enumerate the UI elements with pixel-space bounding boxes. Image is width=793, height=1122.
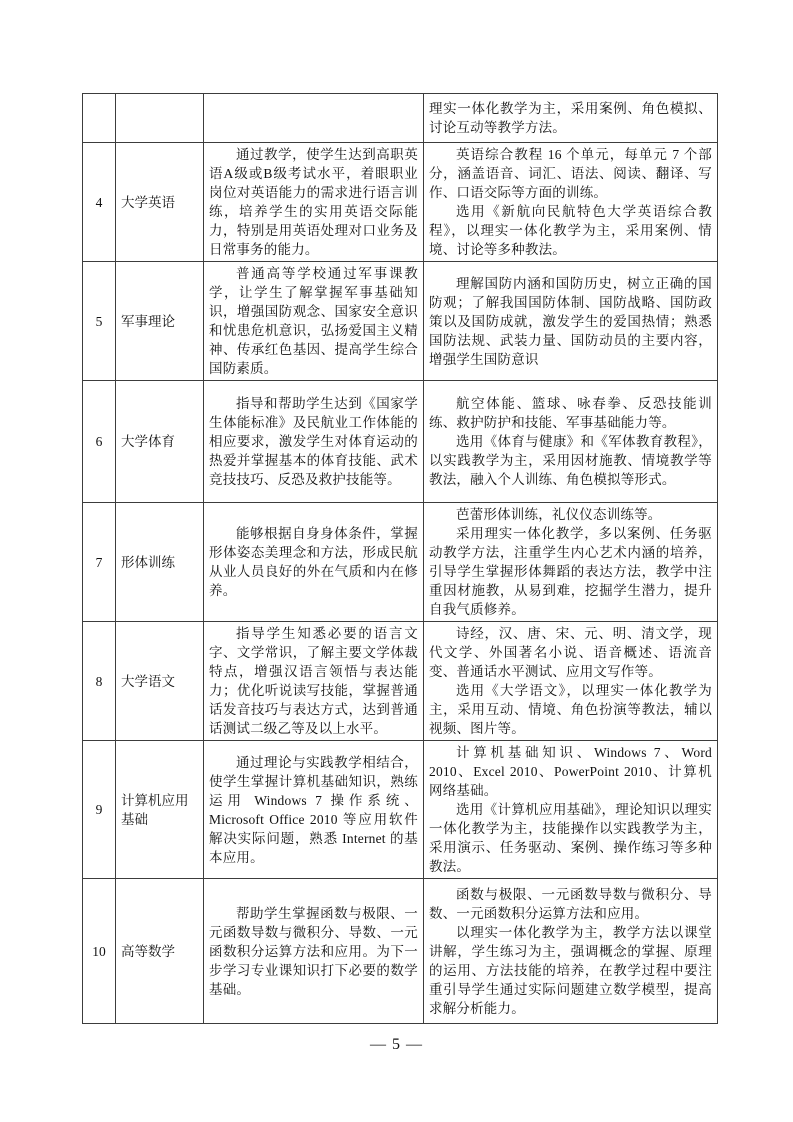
course-description-cell <box>204 741 424 879</box>
course-description-cell <box>204 622 424 741</box>
table-row <box>83 143 718 262</box>
course-content-cell <box>424 622 718 741</box>
course-table <box>82 93 718 1024</box>
course-number-cell <box>83 94 116 143</box>
course-number-cell: 9 <box>83 741 116 879</box>
course-number-cell: 10 <box>83 879 116 1024</box>
course-number-cell: 6 <box>83 381 116 503</box>
course-name-cell: 大学体育 <box>116 381 204 503</box>
course-content-paragraph: 选用《体育与健康》和《军体教育教程》，以实践教学为主，采用因材施教、情境教学等教法，融入个人训练、角色模拟等形式。 <box>429 434 712 487</box>
table-row <box>83 381 718 503</box>
course-content-paragraph: 以理实一体化教学为主，教学方法以课堂讲解，学生练习为主，强调概念的掌握、原理的运用、方法技能的培养，在教学过程中要注重引导学生通过实际问题建立数学模型，提高求解分析能力。 <box>429 924 712 1016</box>
course-content-paragraph: 诗经，汉、唐、宋、元、明、清文学，现代文学、外国著名小说、语音概述、语流音变、普通话水平测试、应用文写作等。 <box>429 626 712 679</box>
course-description-cell <box>204 94 424 143</box>
table-row <box>83 262 718 381</box>
course-content-paragraph: 函数与极限、一元函数导数与微积分、导数、一元函数积分运算方法和应用。 <box>429 886 712 921</box>
table-row <box>83 622 718 741</box>
course-content-cell <box>424 503 718 622</box>
course-content-paragraph: 选用《新航向民航特色大学英语综合教程》，以理实一体化教学为主，采用案例、情境、讨论等多种教法。 <box>429 204 712 257</box>
course-content-paragraph: 航空体能、篮球、咏春拳、反恐技能训练、救护防护和技能、军事基础能力等。 <box>429 396 712 430</box>
course-content-cell <box>424 879 718 1024</box>
course-content-paragraph: 采用理实一体化教学，多以案例、任务驱动教学方法，注重学生内心艺术内涵的培养，引导学生掌握形体舞蹈的表达方法，教学中注重因材施教，从易到难，挖掘学生潜力，提升自我气质修养。 <box>429 526 712 617</box>
course-description-cell <box>204 879 424 1024</box>
course-name-cell <box>116 94 204 143</box>
course-name-cell: 大学语文 <box>116 622 204 741</box>
course-content-paragraph: 芭蕾形体训练，礼仪仪态训练等。 <box>456 507 662 522</box>
course-name-cell: 形体训练 <box>116 503 204 622</box>
course-description-paragraph: 通过教学，使学生达到高职英语A级或B级考试水平，着眼职业岗位对英语能力的需求进行语言训练，培养学生的实用英语交际能力，特别是用英语处理对口业务及日常事务的能力。 <box>209 147 418 257</box>
table-row <box>83 741 718 879</box>
course-description-paragraph: 帮助学生掌握函数与极限、一元函数导数与微积分、导数、一元函数积分运算方法和应用。为下一步学习专业课知识打下必要的数学基础。 <box>209 905 418 997</box>
page-number: — 5 — <box>370 1036 423 1053</box>
table-row <box>83 503 718 622</box>
course-number-cell: 7 <box>83 503 116 622</box>
course-description-cell <box>204 503 424 622</box>
course-description-cell <box>204 381 424 503</box>
course-number-cell: 4 <box>83 143 116 262</box>
course-name-cell: 高等数学 <box>116 879 204 1024</box>
course-description-paragraph: 指导学生知悉必要的语言文字、文学常识，了解主要文学体裁特点，增强汉语言领悟与表达能力；优化听说读写技能，掌握普通话发音技巧与表达方式，达到普通话测试二级乙等及以上水平。 <box>209 626 418 736</box>
course-content-paragraph: 计算机基础知识、Windows 7、Word 2010、Excel 2010、PowerPoint 2010、计算机网络基础。 <box>429 745 712 798</box>
course-description-paragraph: 通过理论与实践教学相结合，使学生掌握计算机基础知识，熟练运用 Windows 7 操作系统、Microsoft Office 2010 等应用软件解决实际问题，熟悉 Internet 的基本应用。 <box>209 754 418 865</box>
course-content-cell <box>424 381 718 503</box>
course-content-paragraph: 理实一体化教学为主，采用案例、角色模拟、讨论互动等教学方法。 <box>429 101 712 135</box>
course-content-paragraph: 理解国防内涵和国防历史，树立正确的国防观；了解我国国防体制、国防战略、国防政策以及国防成就，激发学生的爱国热情；熟悉国防法规、武装力量、国防动员的主要内容，增强学生国防意识 <box>429 275 712 367</box>
course-description-cell <box>204 143 424 262</box>
course-number-cell: 8 <box>83 622 116 741</box>
table-row <box>83 94 718 143</box>
course-description-paragraph: 普通高等学校通过军事课教学，让学生了解掌握军事基础知识，增强国防观念、国家安全意识和忧患危机意识，弘扬爱国主义精神、传承红色基因、提高学生综合国防素质。 <box>209 266 418 376</box>
course-content-cell <box>424 143 718 262</box>
course-content-paragraph: 选用《计算机应用基础》，理论知识以理实一体化教学为主，技能操作以实践教学为主，采用演示、任务驱动、案例、操作练习等多种教法。 <box>429 802 712 874</box>
table-row <box>83 879 718 1024</box>
course-description-paragraph: 指导和帮助学生达到《国家学生体能标准》及民航业工作体能的相应要求，激发学生对体育运动的热爱并掌握基本的体育技能、武术竞技技巧、反恐及救护技能等。 <box>209 396 418 487</box>
course-name-cell: 军事理论 <box>116 262 204 381</box>
course-content-cell <box>424 94 718 143</box>
course-name-cell: 大学英语 <box>116 143 204 262</box>
course-content-paragraph: 英语综合教程 16 个单元，每单元 7 个部分，涵盖语音、词汇、语法、阅读、翻译、写作、口语交际等方面的训练。 <box>429 147 712 200</box>
course-number-cell: 5 <box>83 262 116 381</box>
course-content-cell <box>424 741 718 879</box>
page-footer <box>0 1036 793 1054</box>
course-description-paragraph: 能够根据自身身体条件，掌握形体姿态美理念和方法，形成民航从业人员良好的外在气质和内在修养。 <box>209 526 418 598</box>
course-content-paragraph: 选用《大学语文》，以理实一体化教学为主，采用互动、情境、角色扮演等教法，辅以视频、图片等。 <box>429 683 712 736</box>
course-name-cell: 计算机应用基础 <box>116 741 204 879</box>
course-description-cell <box>204 262 424 381</box>
course-content-cell <box>424 262 718 381</box>
